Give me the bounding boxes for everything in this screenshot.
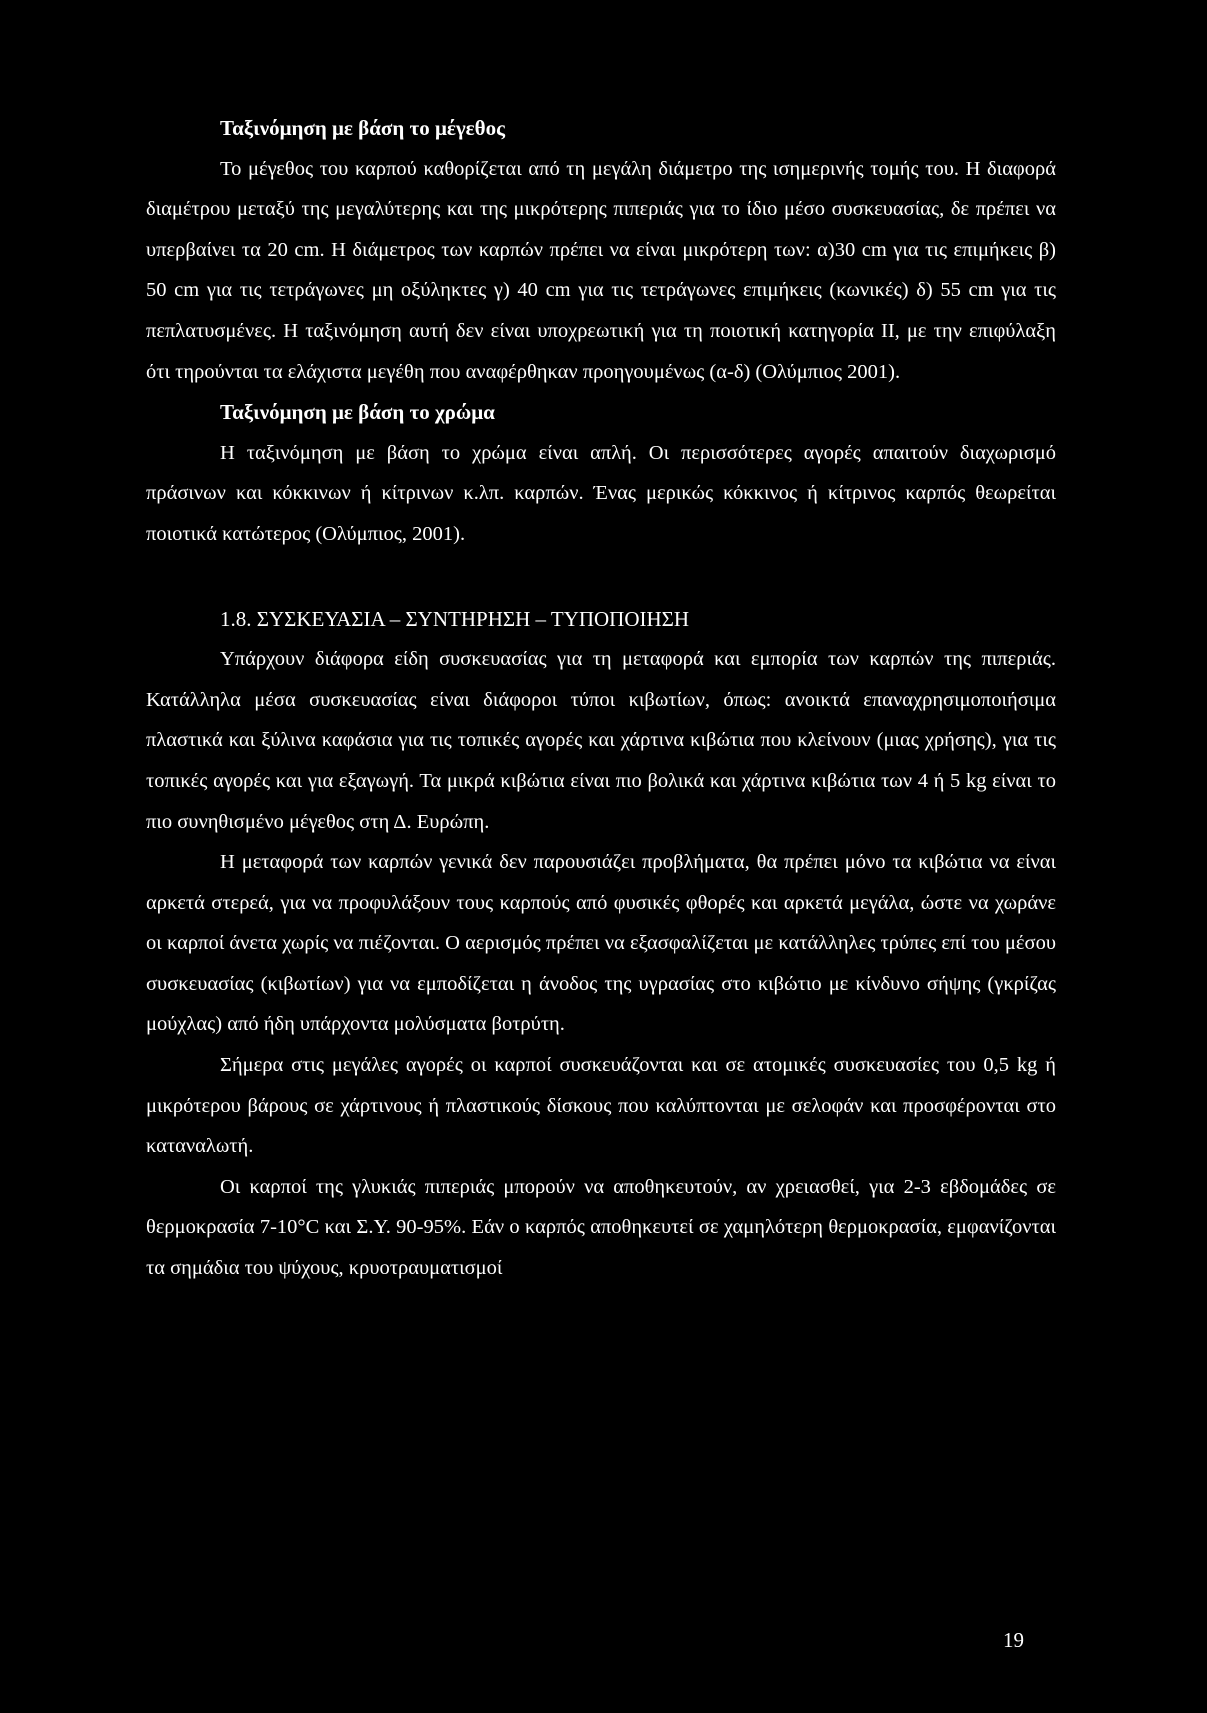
section-heading-color: Ταξινόμηση με βάση το χρώμα — [220, 400, 495, 425]
chapter-heading-packaging: 1.8. ΣΥΣΚΕΥΑΣΙΑ – ΣΥΝΤΗΡΗΣΗ – ΤΥΠΟΠΟΙΗΣΗ — [220, 606, 690, 631]
paragraph-individual-packaging: Σήμερα στις μεγάλες αγορές οι καρποί συσκευάζονται και σε ατομικές συσκευασίες του 0,5 kg ή μικρότερου βάρους σε χάρτινους ή πλαστικούς δίσκους που καλύπτονται με σελοφάν και προσφέρονται στο καταναλωτή. — [146, 1054, 1056, 1158]
section-heading-size: Ταξινόμηση με βάση το μέγεθος — [220, 116, 505, 140]
document-body — [146, 108, 1056, 1289]
paragraph-storage: Οι καρποί της γλυκιάς πιπεριάς μπορούν να αποθηκευτούν, αν χρειασθεί, για 2-3 εβδομάδες σε θερμοκρασία 7-10°C και Σ.Υ. 90-95%. Εάν ο καρπός αποθηκευτεί σε χαμηλότερη θερμοκρασία, εμφανίζονται τα σημάδια του ψύχους, κρυοτραυματισμοί — [146, 1175, 1056, 1280]
paragraph-color: Η ταξινόμηση με βάση το χρώμα είναι απλή. Οι περισσότερες αγορές απαιτούν διαχωρισμό πράσινων και κόκκινων ή κίτρινων κ.λπ. καρπών. Ένας μερικώς κόκκινος ή κίτρινος καρπός θεωρείται ποιοτικά κατώτερος (Ολύμπιος, 2001). — [146, 441, 1056, 545]
paragraph-packaging-types: Υπάρχουν διάφορα είδη συσκευασίας για τη μεταφορά και εμπορία των καρπών της πιπεριάς. Κατάλληλα μέσα συσκευασίας είναι διάφοροι τύποι κιβωτίων, όπως: ανοικτά επαναχρησιμοποιήσιμα πλαστικά και ξύλινα καφάσια για τις τοπικές αγορές και χάρτινα κιβώτια που κλείνουν (μιας χρήσης), για τις τοπικές αγορές και για εξαγωγή. Τα μικρά κιβώτια είναι πιο βολικά και χάρτινα κιβώτια των 4 ή 5 kg είναι το πιο συνηθισμένο μέγεθος στη Δ. Ευρώπη. — [146, 648, 1056, 833]
paragraph-transport: Η μεταφορά των καρπών γενικά δεν παρουσιάζει προβλήματα, θα πρέπει μόνο τα κιβώτια να είναι αρκετά στερεά, για να προφυλάξουν τους καρπούς από φυσικές φθορές και αρκετά μεγάλα, ώστε να χωράνε οι καρποί άνετα χωρίς να πιέζονται. Ο αερισμός πρέπει να εξασφαλίζεται με κατάλληλες τρύπες επί του μέσου συσκευασίας (κιβωτίων) για να εμποδίζεται η άνοδος της υγρασίας στο κιβώτιο με κίνδυνο σήψης (γκρίζας μούχλας) από ήδη υπάρχοντα μολύσματα βοτρύτη. — [146, 851, 1056, 1036]
paragraph-size: Το μέγεθος του καρπού καθορίζεται από τη μεγάλη διάμετρο της ισημερινής τομής του. Η διαφορά διαμέτρου μεταξύ της μεγαλύτερης και της μικρότερης πιπεριάς για το ίδιο μέσο συσκευασίας, δε πρέπει να υπερβαίνει τα 20 cm. Η διάμετρος των καρπών πρέπει να είναι μικρότερη των: α)30 cm για τις επιμήκεις β) 50 cm για τις τετράγωνες μη οξύληκτες γ) 40 cm για τις τετράγωνες επιμήκεις (κωνικές) δ) 55 cm για τις πεπλατυσμένες. Η ταξινόμηση αυτή δεν είναι υποχρεωτική για τη ποιοτική κατηγορία II, με την επιφύλαξη ότι τηρούνται τα ελάχιστα μεγέθη που αναφέρθηκαν προηγουμένως (α-δ) (Ολύμπιος 2001). — [146, 157, 1056, 383]
page-number: 19 — [1003, 1628, 1024, 1652]
